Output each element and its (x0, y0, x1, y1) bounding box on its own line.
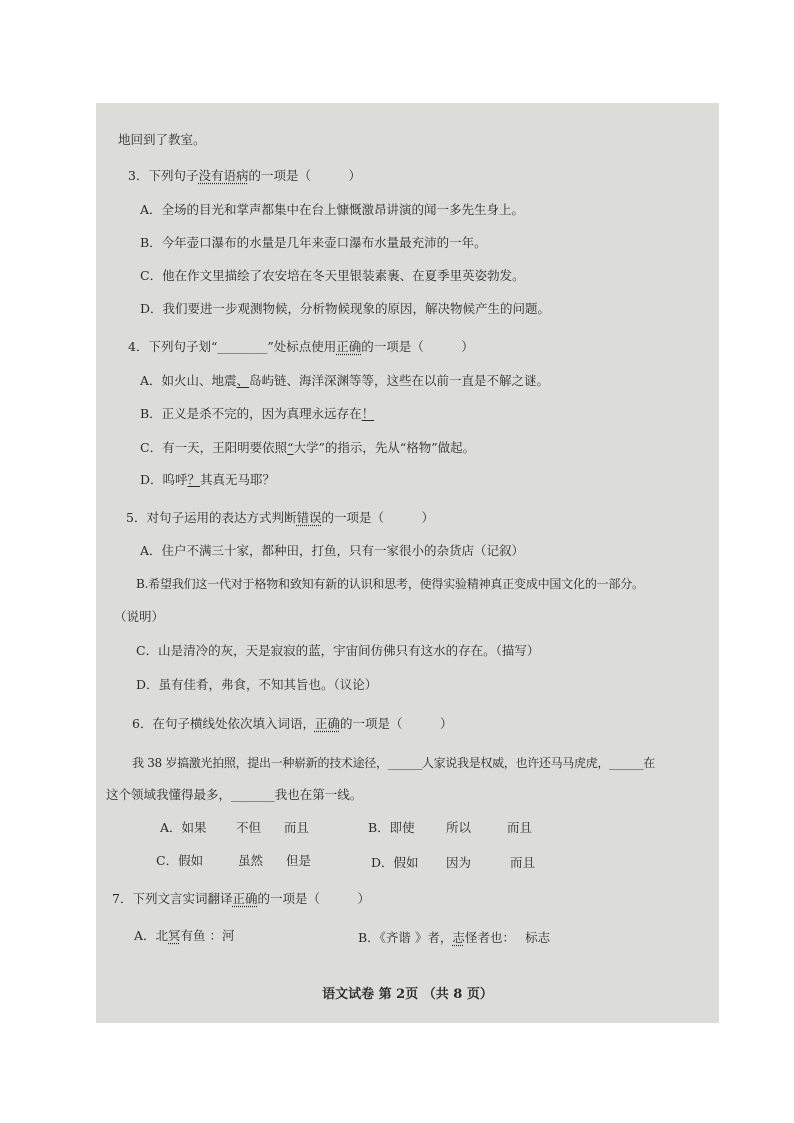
q5-option-d: D．虽有佳肴，弗食，不知其旨也。（议论） (136, 677, 378, 692)
q4-option-a-rest: 岛屿链、海洋深渊等等，这些在以前一直是不解之谜。 (249, 373, 550, 388)
q5-stem (126, 510, 434, 526)
q6-passage-line-2: 这个领域我懂得最多，_______我也在第一线。 (106, 787, 363, 802)
q7-option-a-a: A．北 (134, 928, 169, 943)
q7-option-a-emphasis: 冥 (168, 928, 181, 943)
q4-option-a-mark: 、 (236, 373, 250, 388)
q6-option-c-2: 虽然 (238, 853, 264, 868)
q7-option-b-emphasis: 志 (452, 930, 465, 945)
q7-stem-emphasis: 正确 (232, 891, 258, 906)
q4-option-c (140, 440, 475, 456)
q4-option-c-a: C．有一天，王阳明要依照 (140, 440, 288, 455)
q7-option-a (134, 928, 235, 944)
q7-option-a-b: 有鱼 ：河 (180, 928, 235, 943)
q4-option-c-mark: “ (287, 440, 294, 455)
q7-option-b-a: B．《齐谐 》者， (358, 930, 453, 945)
q7-stem-a: 7．下列文言实词翻译 (112, 891, 233, 906)
exam-page (96, 103, 719, 1023)
q5-option-c: C．山是清冷的灰，天是寂寂的蓝，宇宙间仿佛只有这水的存在。（描写） (136, 643, 540, 658)
q3-stem (128, 168, 361, 184)
q6-option-a-3: 而且 (284, 820, 310, 835)
q6-passage-line-1: 我 38 岁搞激光拍照，提出一种崭新的技术途径，______人家说我是权威，也许还马马虎虎，______在 (132, 756, 656, 770)
q3-stem-a: 3．下列句子 (128, 168, 199, 183)
q6-option-a-1: A．如果 (160, 820, 207, 835)
q7-stem (112, 891, 370, 907)
q6-option-c-3: 但是 (286, 853, 312, 868)
q6-option-c-1: C．假如 (156, 853, 204, 868)
q7-stem-b: 的一项是（ ） (257, 891, 370, 906)
q5-option-b-tail: （说明） (114, 609, 165, 624)
q6-stem-emphasis: 正确 (314, 716, 340, 731)
q6-option-d-2: 因为 (446, 855, 472, 870)
q4-stem-emphasis: 正确 (336, 339, 362, 354)
q3-stem-b: 的一项是（ ） (248, 168, 361, 183)
q3-option-d: D．我们要进一步观测物候，分析物候现象的原因，解决物候产生的问题。 (140, 301, 551, 316)
q4-option-d-a: D．呜呼 (140, 472, 188, 487)
q6-option-a-2: 不但 (236, 820, 262, 835)
q5-option-b: B.希望我们这一代对于格物和致知有新的认识和思考，使得实验精神真正变成中国文化的一部分。 (136, 577, 644, 591)
q4-stem-b: ”处标点使用 (267, 339, 337, 354)
q6-option-d-3: 而且 (510, 855, 536, 870)
q3-option-a: A．全场的目光和掌声都集中在台上慷慨激昂讲演的闻一多先生身上。 (140, 202, 525, 217)
continuation-text: 地回到了教室。 (118, 132, 206, 147)
q4-option-d-mark: ？ (187, 472, 201, 487)
q4-option-a (140, 373, 549, 389)
q6-option-b-1: B．即使 (368, 820, 415, 835)
q4-option-d-b: 其真无马耶？ (200, 472, 276, 487)
q6-stem-b: 的一项是（ ） (339, 716, 453, 731)
q7-option-b (358, 930, 550, 946)
q6-option-b-2: 所以 (446, 820, 472, 835)
q5-option-a: A．住户不满三十家，都种田，打鱼，只有一家很小的杂货店（记叙） (140, 543, 525, 558)
q4-stem (128, 339, 474, 355)
page-footer: 语文试卷 第 2页 （共 8 页） (322, 987, 493, 1002)
q4-option-a-text: A．如火山、地震 (140, 373, 237, 388)
q6-stem (132, 716, 453, 732)
q6-stem-a: 6．在句子横线处依次填入词语， (132, 716, 315, 731)
q6-option-d-1: D．假如 (371, 855, 419, 870)
q5-stem-emphasis: 错误 (296, 510, 322, 525)
q6-option-b-3: 而且 (507, 820, 533, 835)
q4-option-b-text: B．正义是杀不完的，因为真理永远存在 (140, 406, 362, 421)
q7-option-b-b: 怪者也： 标志 (464, 930, 551, 945)
q4-option-d (140, 472, 275, 488)
q5-stem-b: 的一项是（ ） (321, 510, 434, 525)
q4-stem-blank: ________ (217, 339, 268, 354)
q3-option-c: C．他在作文里描绘了农安培在冬天里银装素裹、在夏季里英姿勃发。 (140, 268, 525, 283)
q4-option-b-mark: ！ (361, 406, 375, 421)
q3-option-b: B．今年壶口瀑布的水量是几年来壶口瀑布水量最充沛的一年。 (140, 235, 487, 250)
q3-stem-emphasis: 没有语病 (198, 168, 249, 183)
q5-stem-a: 5．对句子运用的表达方式判断 (126, 510, 297, 525)
q4-stem-a: 4．下列句子划“ (128, 339, 218, 354)
q4-option-b (140, 406, 374, 422)
q4-option-c-b: 大学”的指示，先从“格物”做起。 (293, 440, 476, 455)
q4-stem-c: 的一项是（ ） (361, 339, 474, 354)
